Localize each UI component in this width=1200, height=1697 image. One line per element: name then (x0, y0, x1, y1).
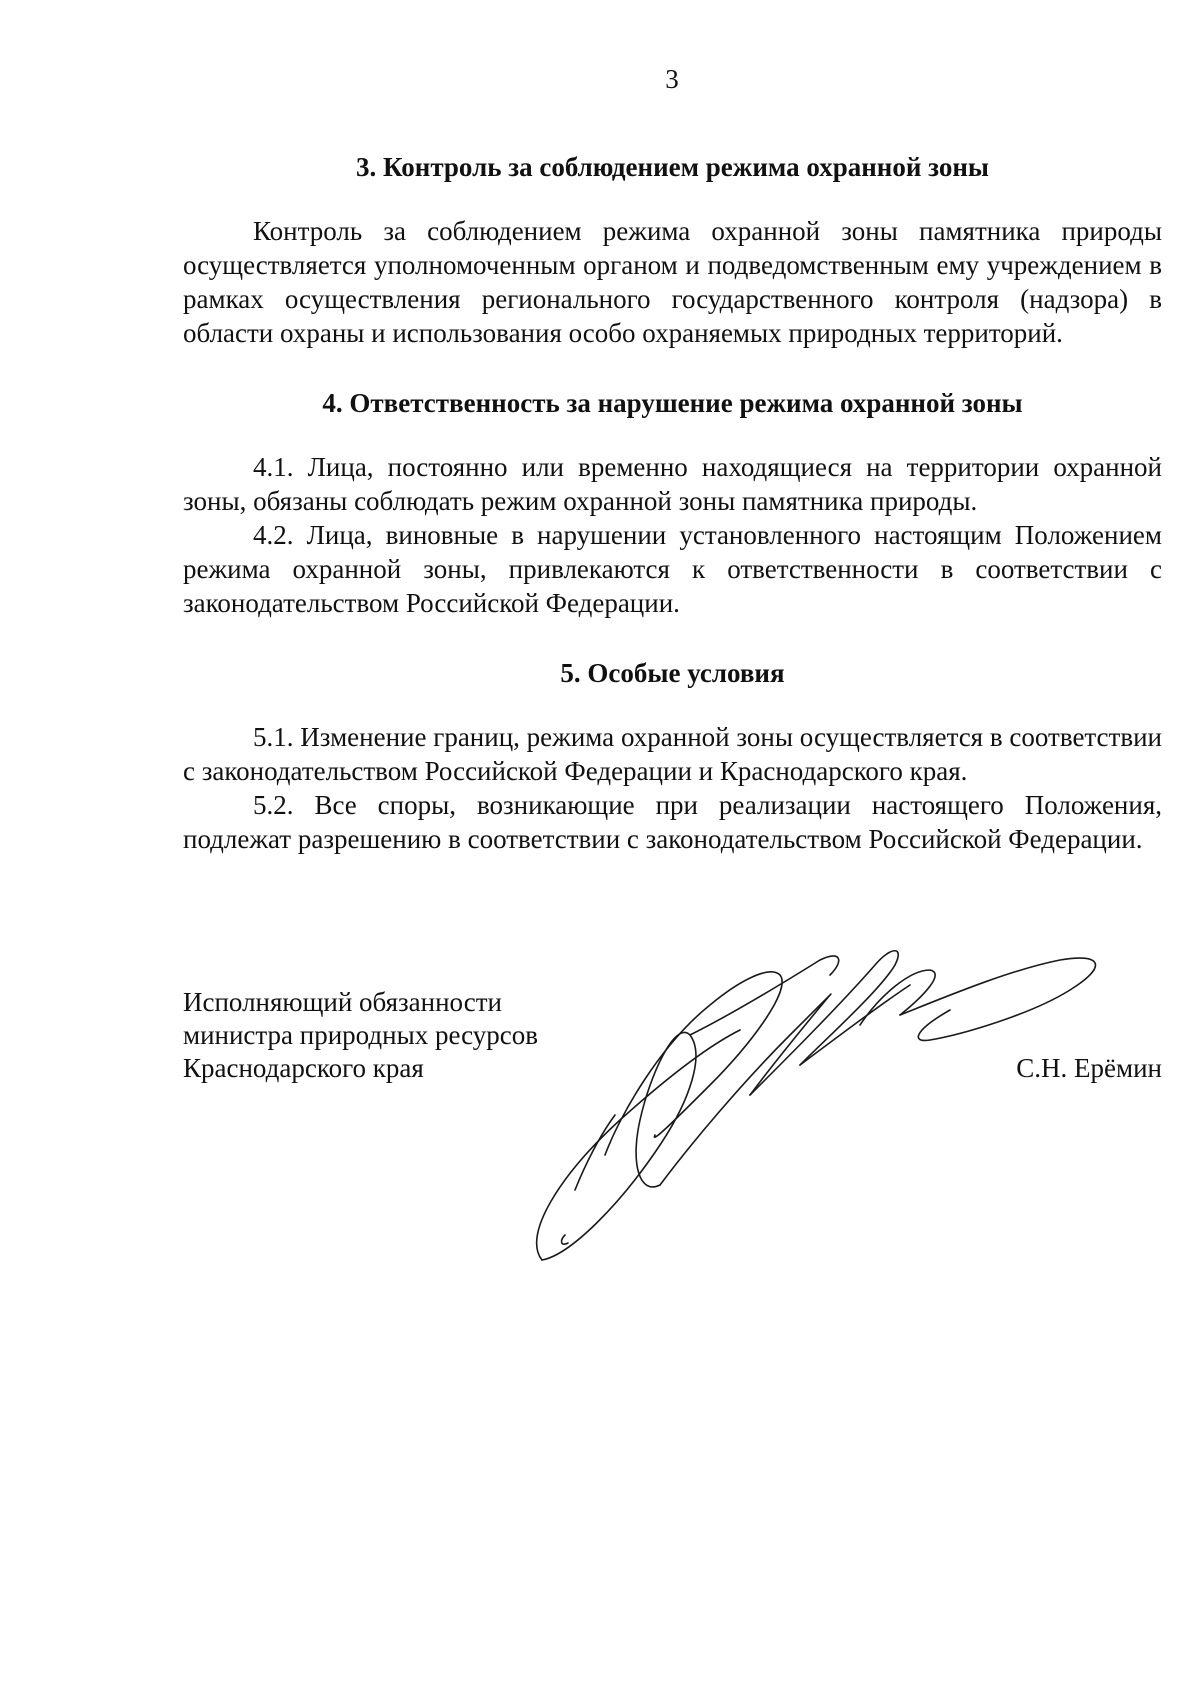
page-number: 3 (665, 64, 679, 94)
section-4-paragraph-1: 4.1. Лица, постоянно или временно находящиеся на территории охранной зоны, обязаны соблюдать режим охранной зоны памятника природы. (183, 452, 1162, 516)
signatory-position-line-1: Исполняющий обязанности (183, 987, 502, 1017)
document-body (183, 150, 1162, 856)
section-4-paragraph-2: 4.2. Лица, виновные в нарушении установленного настоящим Положением режима охранной зоны, привлекаются к ответственности в соответствии с законодательством Российской Федерации. (183, 520, 1162, 618)
handwritten-signature (530, 935, 1110, 1275)
section-5-paragraph-2: 5.2. Все споры, возникающие при реализации настоящего Положения, подлежат разрешению в соответствии с законодательством Российской Федерации. (183, 790, 1162, 854)
section-5-heading: 5. Особые условия (560, 658, 785, 688)
section-3-paragraph: Контроль за соблюдением режима охранной зоны памятника природы осуществляется уполномоченным органом и подведомственным ему учреждением в рамках осуществления регионального государственного контроля (надзора) в области охраны и использования особо охраняемых природных территорий. (183, 216, 1162, 348)
signatory-name: С.Н. Ерёмин (1016, 1053, 1162, 1083)
signatory-position-line-2: министра природных ресурсов (183, 1020, 538, 1050)
signatory-position-line-3: Краснодарского края (183, 1053, 424, 1083)
section-3-heading: 3. Контроль за соблюдением режима охранной зоны (356, 152, 989, 182)
section-5-paragraph-1: 5.1. Изменение границ, режима охранной зоны осуществляется в соответствии с законодательством Российской Федерации и Краснодарского края. (183, 722, 1162, 786)
section-4-heading: 4. Ответственность за нарушение режима охранной зоны (322, 388, 1023, 418)
